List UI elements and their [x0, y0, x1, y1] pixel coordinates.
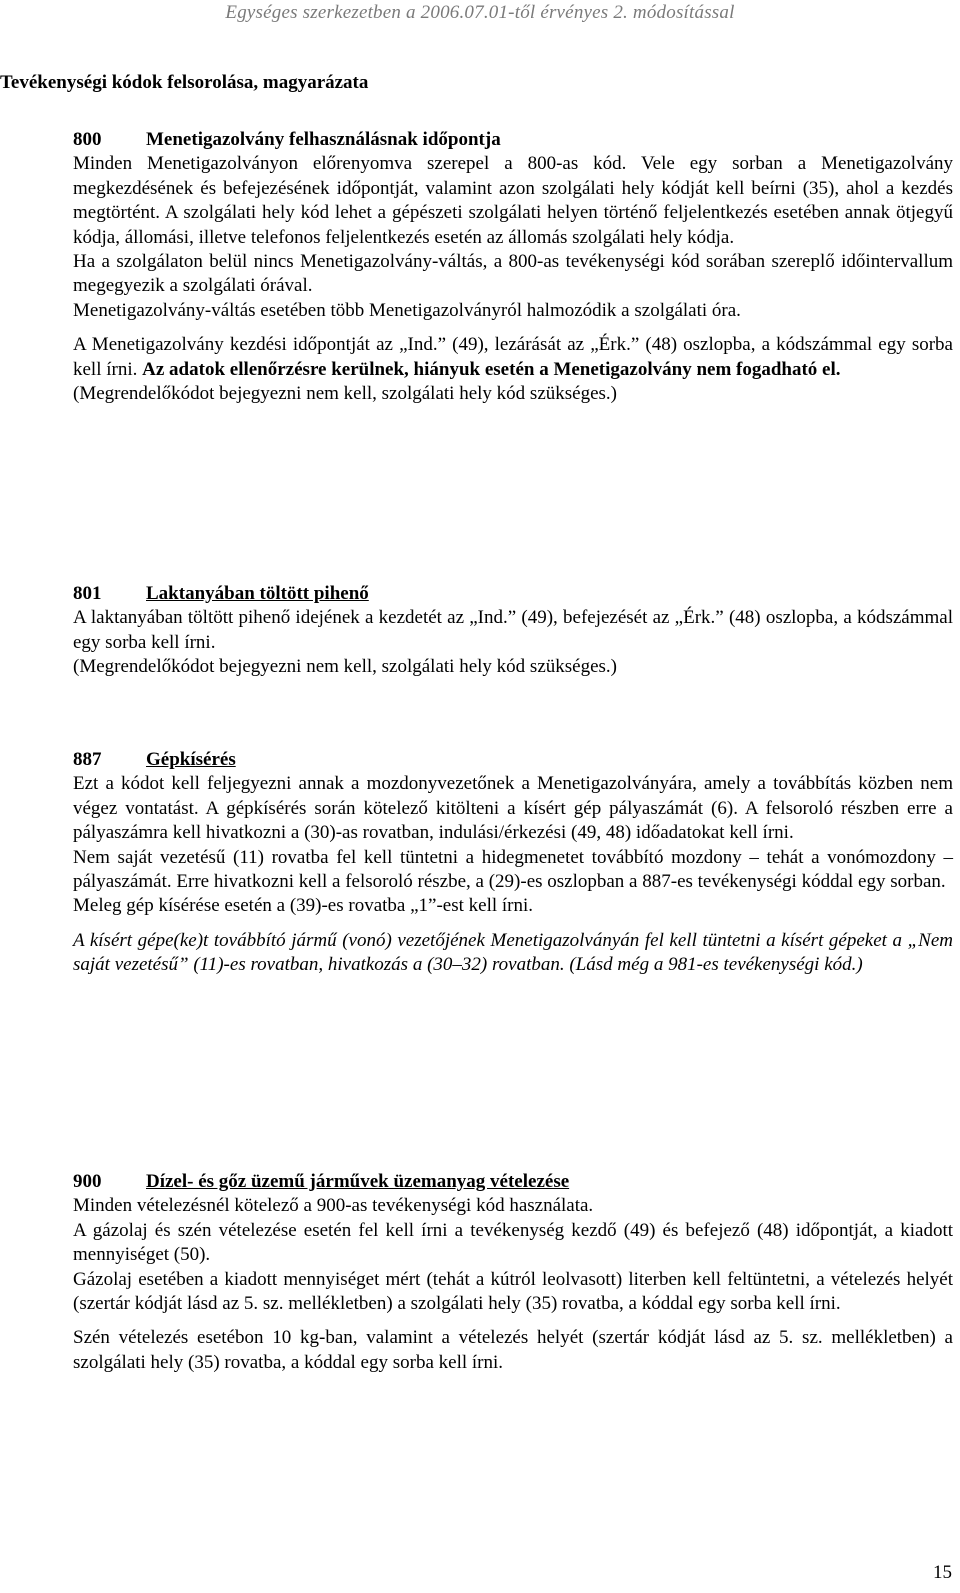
section-887 [73, 748, 953, 978]
section-800 [73, 128, 953, 406]
section-title: Menetigazolvány felhasználásnak időpontja [146, 129, 501, 150]
page-number: 15 [933, 1562, 952, 1583]
paragraph: Gázolaj esetében a kiadott mennyiséget mért (tehát a kútról leolvasott) literben kell feltüntetni, a vételezés helyét (szertár kódját lásd az 5. sz. mellékletben) a szolgálati hely (35) rovatba, a kóddal egy sorba kell írni. [73, 1268, 953, 1315]
paragraph: (Megrendelőkódot bejegyezni nem kell, szolgálati hely kód szükséges.) [73, 656, 617, 678]
paragraph: Ezt a kódot kell feljegyezni annak a mozdonyvezetőnek a Menetigazolványára, amely a továbbítás közben nem végez vontatást. A gépkísérés során kötelező kitölteni a kísért gép pályaszámát (6). A felsoroló részben erre a pályaszámra kell hivatkozni a (30)-as rovatban, indulási/érkezési (49, 48) időadatokat kell írni. [73, 773, 953, 844]
paragraph: Minden Menetigazolványon előrenyomva szerepel a 800-as kód. Vele egy sorban a Menetigazolvány megkezdésének és befejezésének időpontját, valamint azon szolgálati hely kódját kell beírni (35), ahol a kezdés megtörtént. A szolgálati hely kód lehet a gépészeti szolgálati helyen történő feljelentkezés esetében annak ötjegyű kódja, állomási, illetve telefonos feljelentkezés esetén az állomás szolgálati hely kódja. [73, 153, 953, 248]
section-code: 801 [73, 583, 102, 604]
section-code: 900 [73, 1171, 102, 1192]
paragraph [73, 333, 953, 382]
section-heading [73, 582, 953, 606]
paragraph: Minden vételezésnél kötelező a 900-as tevékenységi kód használata. [73, 1195, 594, 1217]
section-code: 887 [73, 749, 102, 770]
section-title: Gépkísérés [146, 749, 236, 770]
section-900 [73, 1170, 953, 1375]
running-header: Egységes szerkezetben a 2006.07.01-től érvényes 2. módosítással [225, 2, 735, 23]
paragraph: A gázolaj és szén vételezése esetén fel kell írni a tevékenység kezdő (49) és befejező (48) időpontját, a kiadott mennyiséget (50). [73, 1219, 953, 1266]
paragraph: Menetigazolvány-váltás esetében több Menetigazolványról halmozódik a szolgálati óra. [73, 299, 741, 321]
section-801 [73, 582, 953, 680]
paragraph: A laktanyában töltött pihenő idejének a kezdetét az „Ind.” (49), befejezését az „Érk.” (48) oszlopba, a kódszámmal egy sorba kell írni. [73, 607, 953, 653]
section-heading [73, 128, 953, 152]
section-code: 800 [73, 129, 102, 150]
section-heading [73, 1170, 953, 1194]
paragraph: Ha a szolgálaton belül nincs Menetigazolvány-váltás, a 800-as tevékenységi kód sorában szereplő időintervallum megegyezik a szolgálati órával. [73, 251, 953, 297]
document-title: Tevékenységi kódok felsorolása, magyarázata [0, 72, 369, 93]
paragraph: Meleg gép kísérése esetén a (39)-es rovatba „1”-est kell írni. [73, 895, 534, 917]
paragraph: Szén vételezés esetébon 10 kg-ban, valamint a vételezés helyét (szertár kódját lásd az 5. sz. mellékletben) a szolgálati hely (35) rovatba, a kóddal egy sorba kell írni. [73, 1327, 953, 1373]
italic-note: A kísért gépe(ke)t továbbító jármű (vonó) vezetőjének Menetigazolványán fel kell tüntetni a kísért gépeket a „Nem saját vezetésű” (11)-es rovatban, hivatkozás a (30–32) rovatban. (Lásd még a 981-es tevékenységi kód.) [73, 929, 953, 976]
paragraph-text: A Menetigazolvány kezdési időpontját az „Ind.” (49), lezárását az „Érk.” (48) oszlopba, a kódszámmal egy sorba kell írni. [73, 334, 953, 380]
paragraph: Nem saját vezetésű (11) rovatba fel kell tüntetni a hidegmenetet továbbító mozdony – tehát a vonómozdony – pályaszámát. Erre hivatkozni kell a felsoroló részbe, a (29)-es oszlopban a 887-es tevékenységi kóddal egy sorban. [73, 846, 953, 893]
section-title: Laktanyában töltött pihenő [146, 583, 369, 604]
section-title: Dízel- és gőz üzemű járművek üzemanyag vételezése [146, 1171, 570, 1192]
section-heading [73, 748, 953, 772]
bold-notice: Az adatok ellenőrzésre kerülnek, hiányuk esetén a Menetigazolvány nem fogadható el. [142, 358, 841, 380]
paragraph: (Megrendelőkódot bejegyezni nem kell, szolgálati hely kód szükséges.) [73, 383, 617, 405]
